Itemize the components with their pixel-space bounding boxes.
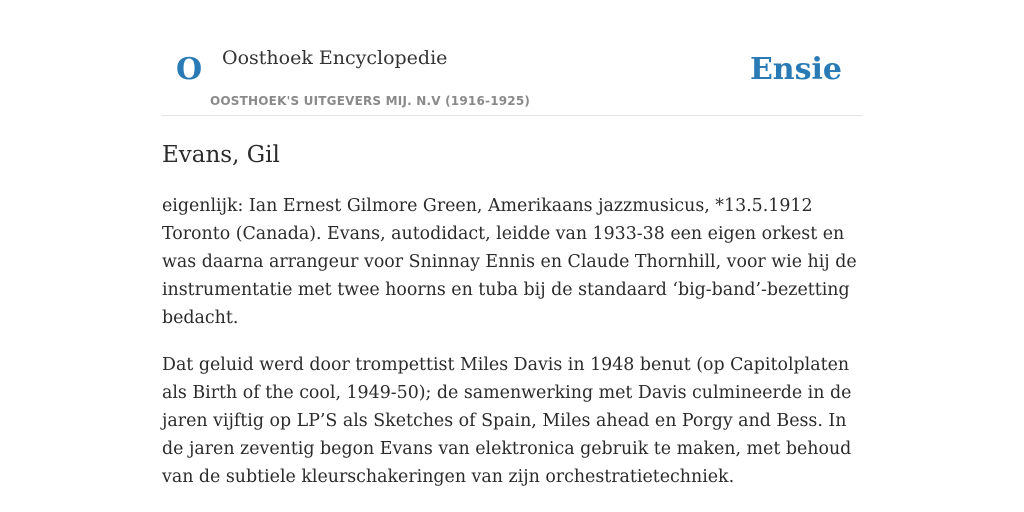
entry-paragraph: Dat geluid werd door trompettist Miles Davis in 1948 benut (op Capitolplaten als Birth of the cool, 1949-50); de samenwerking met Davis culmineerde in de jaren vijftig op LP’S als Sketches of Spain, Miles ahead en Porgy and Bess. In de jaren zeventig begon Evans van elektronica gebruik te maken, met behoud van de subtiele kleurschakeringen van zijn orchestratietechniek. bbox=[162, 355, 852, 487]
site-logo[interactable]: O bbox=[176, 52, 203, 87]
publisher-label: OOSTHOEK'S UITGEVERS MIJ. N.V (1916-1925) bbox=[210, 94, 531, 108]
page-container bbox=[162, 0, 862, 487]
entry-title: Evans, Gil bbox=[162, 142, 280, 168]
entry-body bbox=[162, 192, 862, 510]
entry-paragraph: eigenlijk: Ian Ernest Gilmore Green, Amerikaans jazzmusicus, *13.5.1912 Toronto (Canada). Evans, autodidact, leidde van 1933-38 een eigen orkest en was daarna arrangeur voor Sninnay Ennis en Claude Thornhill, voor wie hij de instrumentatie met twee hoorns en tuba bij de standaard ‘big-band’-bezetting bedacht. bbox=[162, 196, 857, 328]
ensie-brand-link[interactable]: Ensie bbox=[749, 52, 842, 87]
site-header bbox=[162, 0, 862, 116]
site-title-link[interactable]: Oosthoek Encyclopedie bbox=[222, 47, 448, 69]
